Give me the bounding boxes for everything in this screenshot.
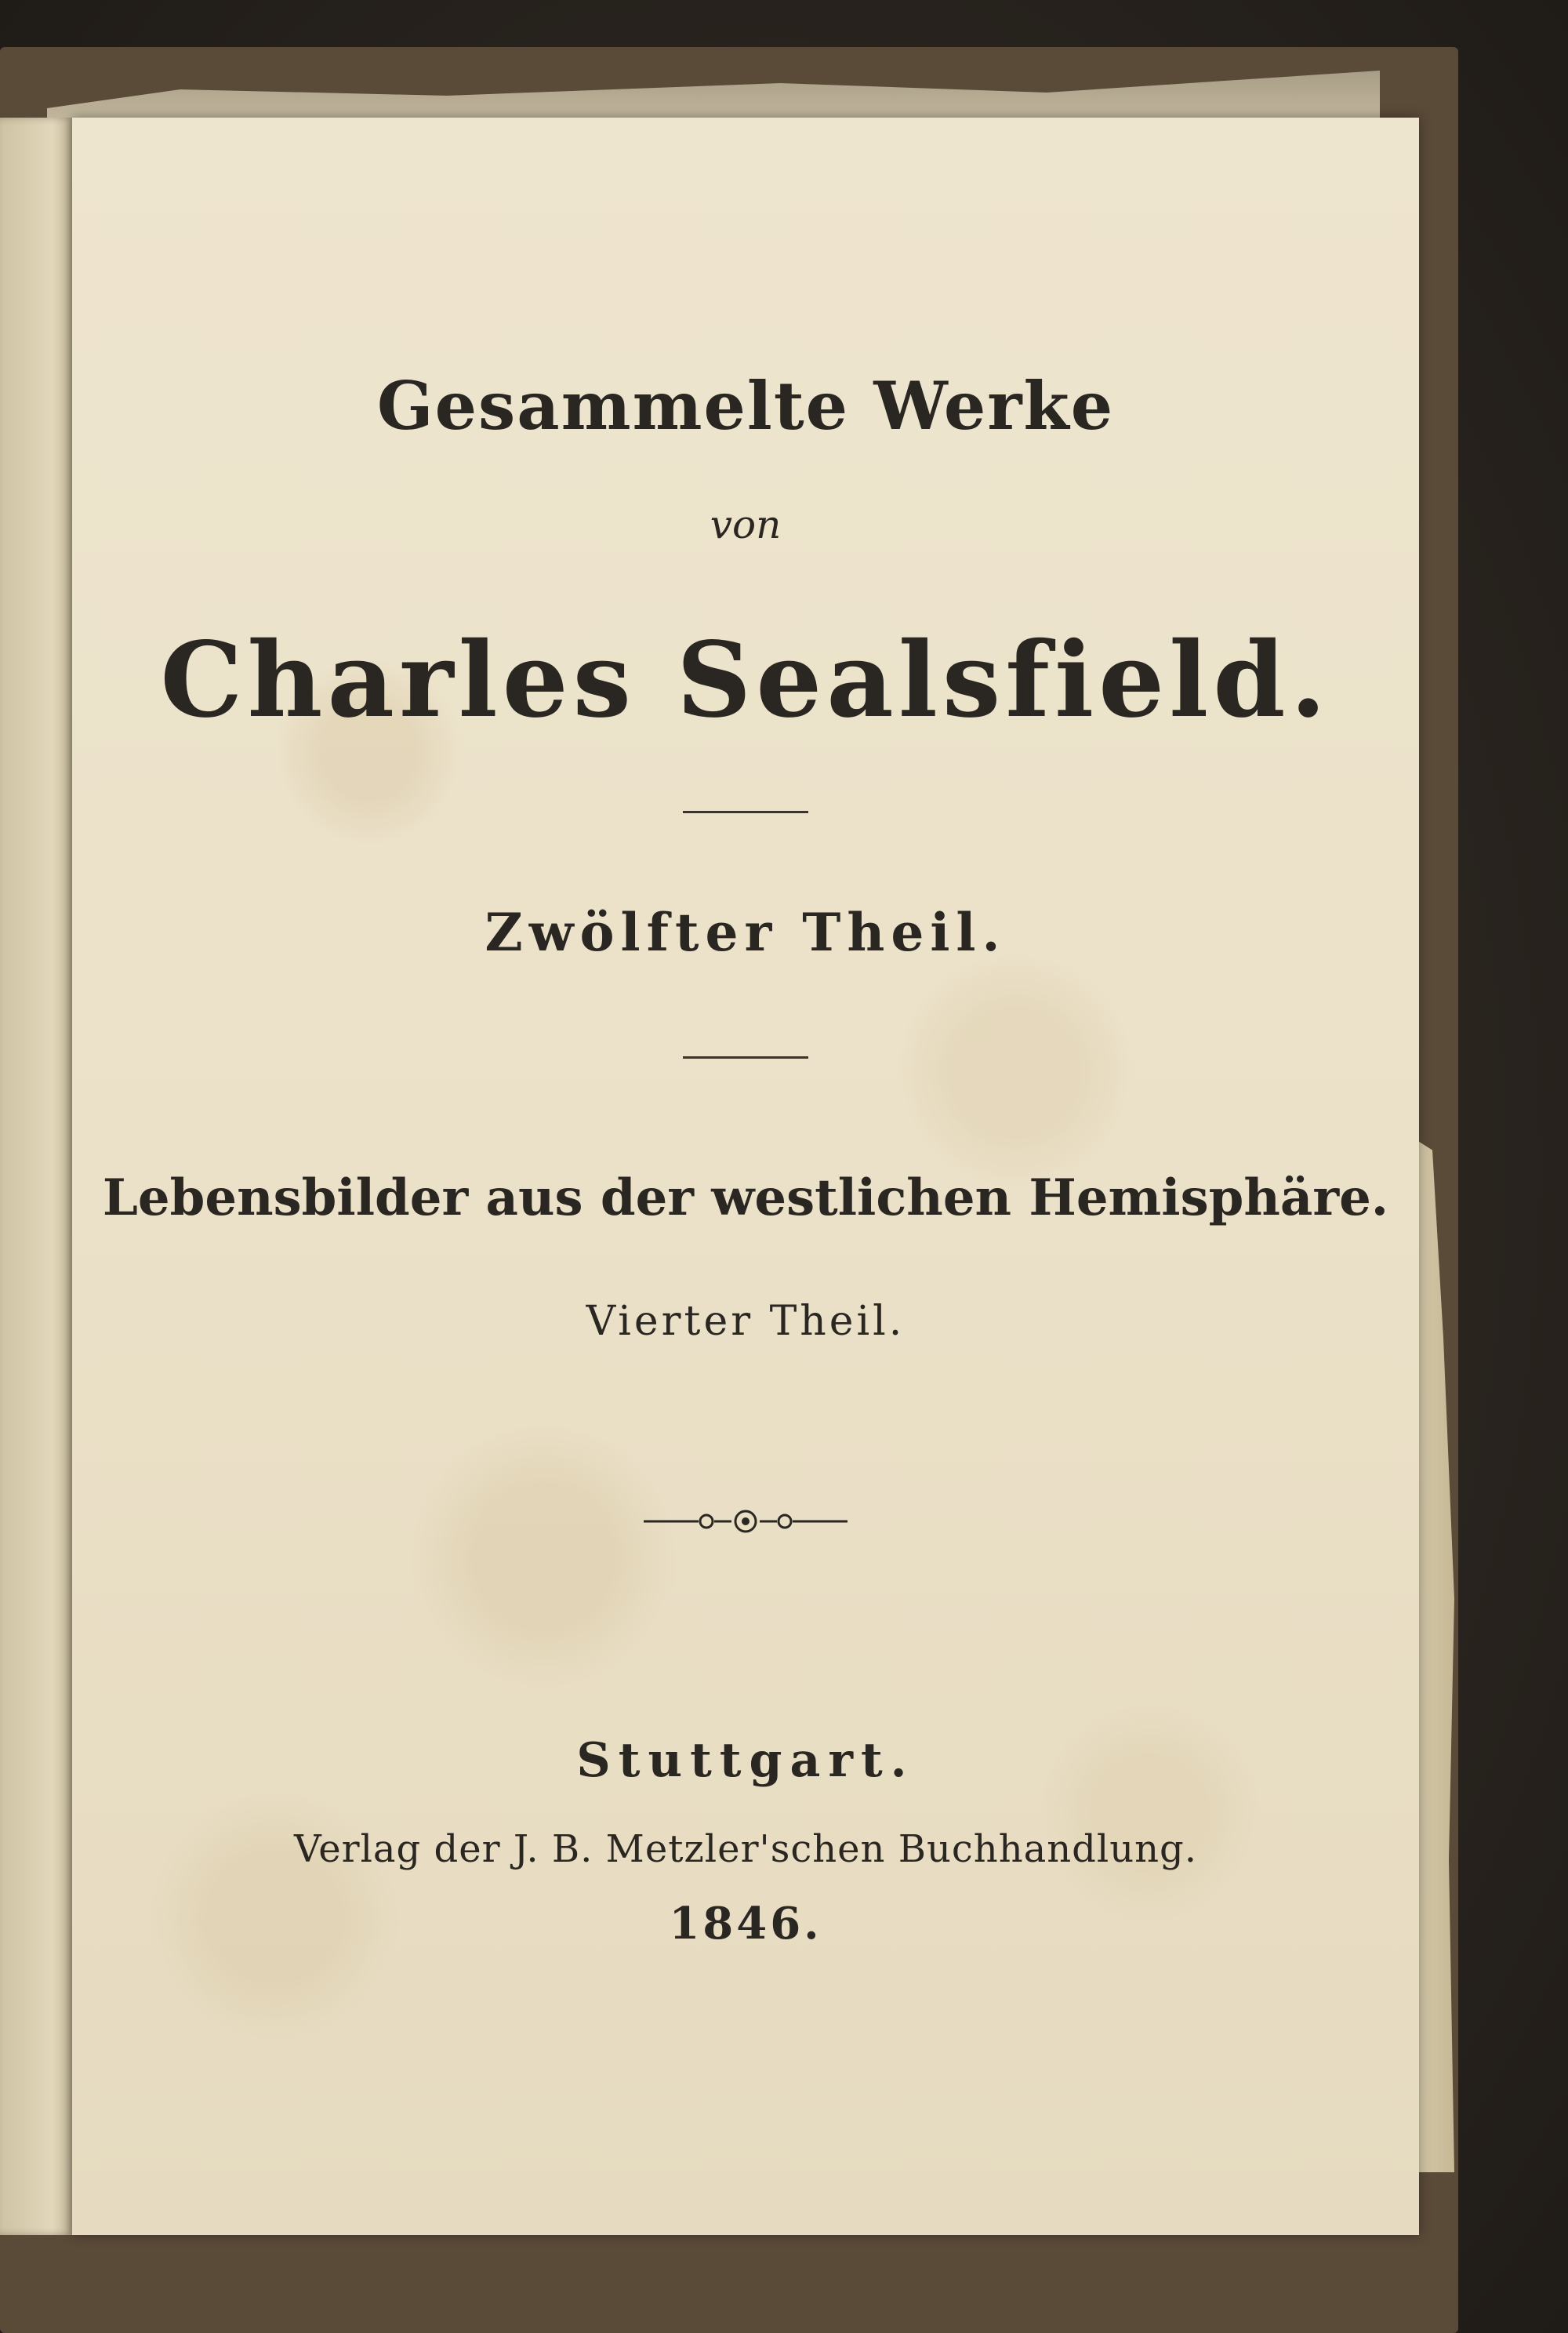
preposition: von: [710, 502, 782, 547]
left-page-edge: [0, 118, 75, 2235]
publication-year: 1846.: [669, 1898, 822, 1950]
ornament-icon: [644, 1506, 848, 1537]
author-name: Charles Sealsfield.: [160, 620, 1331, 741]
publication-city: Stuttgart.: [576, 1733, 915, 1788]
volume-part: Zwölfter Theil.: [485, 902, 1007, 963]
title-page: [72, 118, 1419, 2235]
work-subtitle: Lebensbilder aus der westlichen Hemisphäre.: [102, 1168, 1389, 1227]
divider-rule: [683, 1056, 808, 1059]
publisher: Verlag der J. B. Metzler'schen Buchhandlung.: [293, 1827, 1198, 1871]
sub-part: Vierter Theil.: [586, 1298, 906, 1345]
divider-rule: [683, 811, 808, 813]
series-title: Gesammelte Werke: [376, 367, 1115, 445]
